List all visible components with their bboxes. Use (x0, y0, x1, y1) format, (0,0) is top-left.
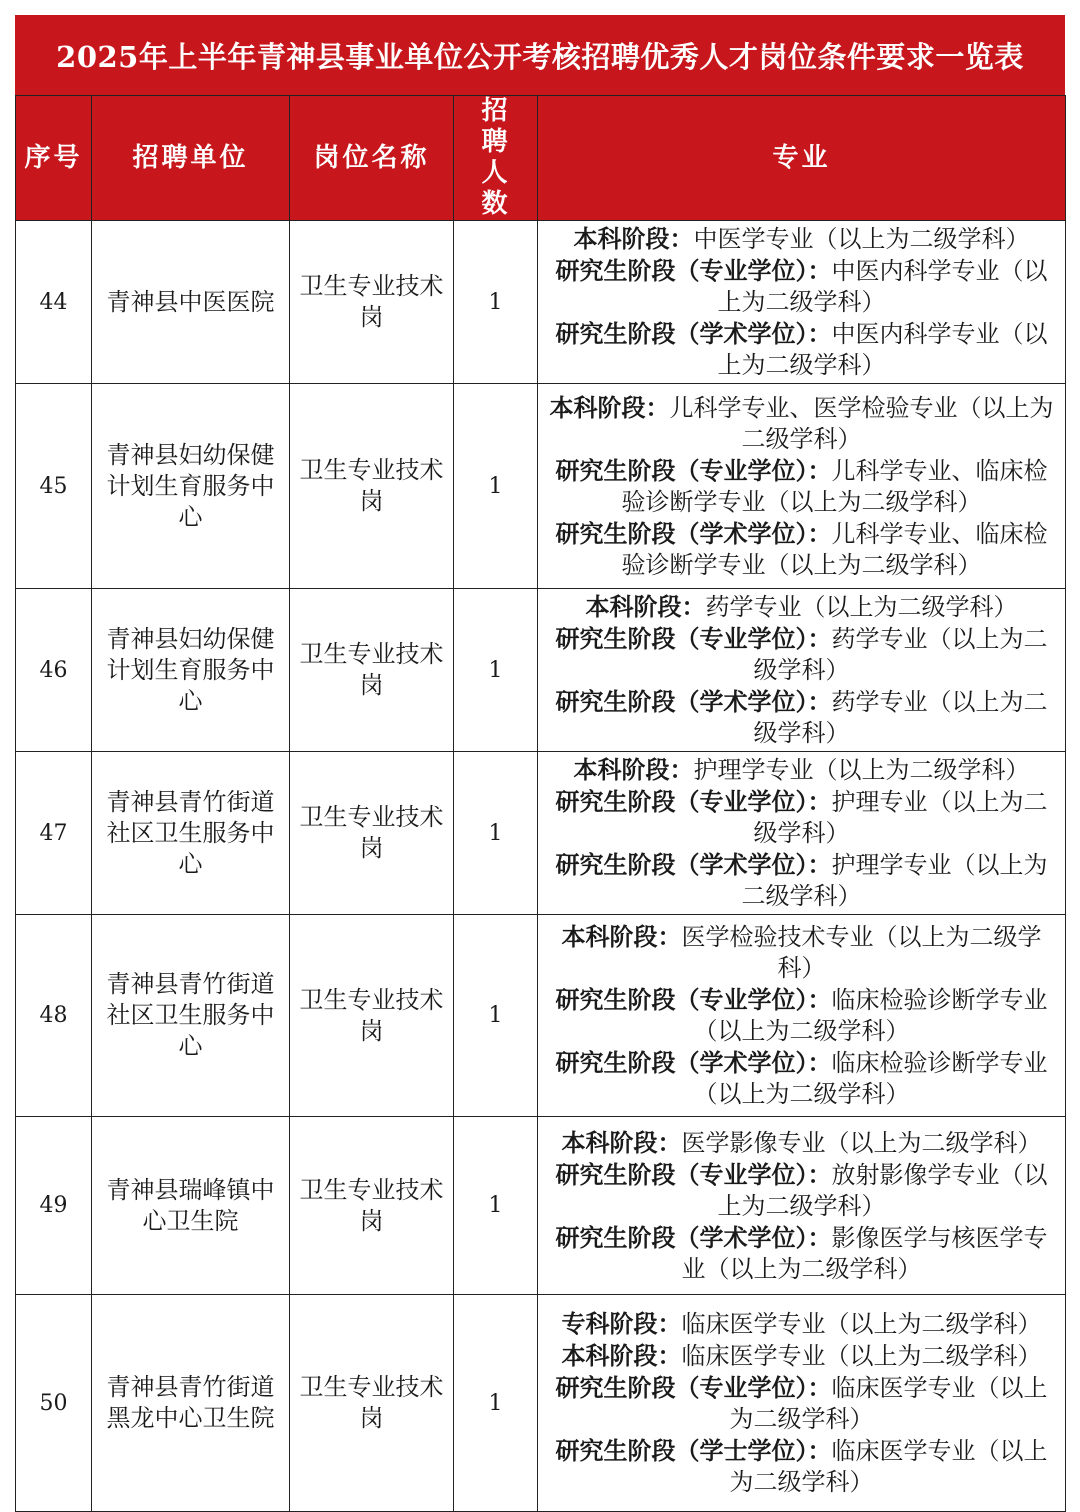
document (15, 15, 1065, 1512)
major-stage-label: 本科阶段： (585, 592, 706, 621)
major-requirement (546, 223, 1057, 255)
table-row (16, 1117, 1066, 1295)
major-requirement (546, 1372, 1057, 1435)
major-requirement (546, 1308, 1057, 1340)
row-post: 卫生专业技术岗 (290, 589, 454, 752)
row-major (538, 589, 1066, 752)
major-stage-label: 研究生阶段（学术学位）： (555, 319, 832, 348)
recruitment-table (15, 95, 1066, 1512)
major-stage-label: 本科阶段： (573, 224, 694, 253)
major-requirement (546, 754, 1057, 786)
header-index: 序号 (16, 96, 92, 221)
row-count: 1 (454, 221, 538, 384)
row-index: 47 (16, 752, 92, 915)
row-count: 1 (454, 915, 538, 1117)
row-index: 50 (16, 1295, 92, 1512)
major-stage-text: 儿科学专业、临床检验诊断学专业（以上为二级学科） (621, 519, 1048, 579)
major-stage-text: 儿科学专业、临床检验诊断学专业（以上为二级学科） (621, 456, 1048, 516)
major-stage-text: 临床医学专业（以上为二级学科） (729, 1437, 1048, 1496)
row-unit: 青神县中医医院 (92, 221, 290, 384)
major-requirement (546, 921, 1057, 984)
table-row (16, 915, 1066, 1117)
major-requirement (546, 984, 1057, 1047)
major-stage-label: 专科阶段： (561, 1309, 682, 1338)
row-unit: 青神县瑞峰镇中心卫生院 (92, 1117, 290, 1295)
major-requirement (546, 1127, 1057, 1159)
header-unit: 招聘单位 (92, 96, 290, 221)
major-requirement (546, 455, 1057, 518)
major-stage-text: 中医内科学专业（以上为二级学科） (717, 320, 1048, 379)
row-major (538, 384, 1066, 589)
row-post: 卫生专业技术岗 (290, 1117, 454, 1295)
major-stage-text: 临床医学专业（以上为二级学科） (681, 1342, 1042, 1370)
row-count: 1 (454, 384, 538, 589)
row-index: 46 (16, 589, 92, 752)
row-post: 卫生专业技术岗 (290, 915, 454, 1117)
major-stage-label: 研究生阶段（专业学位）： (555, 1373, 832, 1402)
major-stage-text: 中医学专业（以上为二级学科） (693, 225, 1030, 253)
major-requirement (546, 1159, 1057, 1222)
header-count: 招聘人数 (454, 96, 538, 221)
major-requirement (546, 1340, 1057, 1372)
major-stage-text: 护理专业（以上为二级学科） (753, 788, 1048, 847)
major-stage-label: 研究生阶段（专业学位）： (555, 1159, 832, 1189)
table-row (16, 752, 1066, 915)
row-count: 1 (454, 589, 538, 752)
row-major (538, 915, 1066, 1117)
row-unit: 青神县青竹街道黑龙中心卫生院 (92, 1295, 290, 1512)
major-stage-text: 放射影像学专业（以上为二级学科） (717, 1160, 1048, 1220)
major-requirement (546, 1047, 1057, 1110)
table-row (16, 384, 1066, 589)
major-requirement (546, 255, 1057, 318)
major-stage-label: 本科阶段： (561, 922, 682, 951)
major-stage-text: 中医内科学专业（以上为二级学科） (717, 257, 1048, 316)
major-requirement (546, 849, 1057, 912)
major-stage-text: 药学专业（以上为二级学科） (753, 625, 1048, 684)
major-stage-text: 医学影像专业（以上为二级学科） (681, 1128, 1042, 1157)
major-requirement (546, 686, 1057, 749)
row-major (538, 1117, 1066, 1295)
row-index: 44 (16, 221, 92, 384)
row-major (538, 1295, 1066, 1512)
major-stage-label: 研究生阶段（学术学位）： (555, 518, 832, 548)
major-stage-label: 研究生阶段（专业学位）： (555, 787, 832, 816)
major-stage-text: 临床医学专业（以上为二级学科） (681, 1310, 1042, 1338)
row-post: 卫生专业技术岗 (290, 384, 454, 589)
major-stage-label: 研究生阶段（专业学位）： (555, 624, 832, 653)
major-stage-text: 药学专业（以上为二级学科） (753, 688, 1048, 747)
major-stage-label: 本科阶段： (561, 1341, 682, 1370)
major-stage-label: 研究生阶段（学术学位）： (555, 1222, 832, 1252)
major-stage-text: 药学专业（以上为二级学科） (705, 593, 1018, 621)
row-index: 49 (16, 1117, 92, 1295)
major-stage-text: 儿科学专业、医学检验专业（以上为二级学科） (669, 393, 1054, 453)
major-stage-text: 医学检验技术专业（以上为二级学科） (681, 923, 1042, 982)
table-row (16, 221, 1066, 384)
major-stage-text: 护理学专业（以上为二级学科） (741, 851, 1048, 910)
row-post: 卫生专业技术岗 (290, 752, 454, 915)
major-requirement (546, 518, 1057, 581)
row-unit: 青神县妇幼保健计划生育服务中心 (92, 384, 290, 589)
major-requirement (546, 623, 1057, 686)
major-stage-label: 本科阶段： (561, 1127, 682, 1157)
major-stage-text: 临床检验诊断学专业（以上为二级学科） (693, 986, 1048, 1045)
major-stage-text: 临床检验诊断学专业（以上为二级学科） (693, 1049, 1048, 1108)
row-major (538, 752, 1066, 915)
major-stage-label: 研究生阶段（学士学位）： (555, 1436, 832, 1465)
row-index: 45 (16, 384, 92, 589)
row-unit: 青神县青竹街道社区卫生服务中心 (92, 915, 290, 1117)
row-count: 1 (454, 1117, 538, 1295)
row-count: 1 (454, 1295, 538, 1512)
major-requirement (546, 591, 1057, 623)
major-stage-label: 研究生阶段（学术学位）： (555, 1048, 832, 1077)
major-stage-text: 护理学专业（以上为二级学科） (693, 756, 1030, 784)
major-stage-label: 本科阶段： (573, 755, 694, 784)
header-post: 岗位名称 (290, 96, 454, 221)
row-unit: 青神县青竹街道社区卫生服务中心 (92, 752, 290, 915)
row-post: 卫生专业技术岗 (290, 1295, 454, 1512)
major-stage-label: 研究生阶段（专业学位）： (555, 985, 832, 1014)
row-index: 48 (16, 915, 92, 1117)
header-major: 专业 (538, 96, 1066, 221)
major-stage-text: 影像医学与核医学专业（以上为二级学科） (681, 1223, 1048, 1283)
row-major (538, 221, 1066, 384)
row-count: 1 (454, 752, 538, 915)
row-post: 卫生专业技术岗 (290, 221, 454, 384)
table-row (16, 1295, 1066, 1512)
major-requirement (546, 786, 1057, 849)
table-header-row (16, 96, 1066, 221)
major-stage-label: 研究生阶段（学术学位）： (555, 687, 832, 716)
major-requirement (546, 1222, 1057, 1285)
major-requirement (546, 392, 1057, 455)
row-unit: 青神县妇幼保健计划生育服务中心 (92, 589, 290, 752)
major-requirement (546, 1435, 1057, 1498)
page-title: 2025年上半年青神县事业单位公开考核招聘优秀人才岗位条件要求一览表 (15, 15, 1065, 95)
major-requirement (546, 318, 1057, 381)
table-row (16, 589, 1066, 752)
major-stage-label: 研究生阶段（专业学位）： (555, 256, 832, 285)
major-stage-label: 研究生阶段（学术学位）： (555, 850, 832, 879)
major-stage-label: 本科阶段： (549, 392, 670, 422)
major-stage-text: 临床医学专业（以上为二级学科） (729, 1374, 1048, 1433)
major-stage-label: 研究生阶段（专业学位）： (555, 455, 832, 485)
